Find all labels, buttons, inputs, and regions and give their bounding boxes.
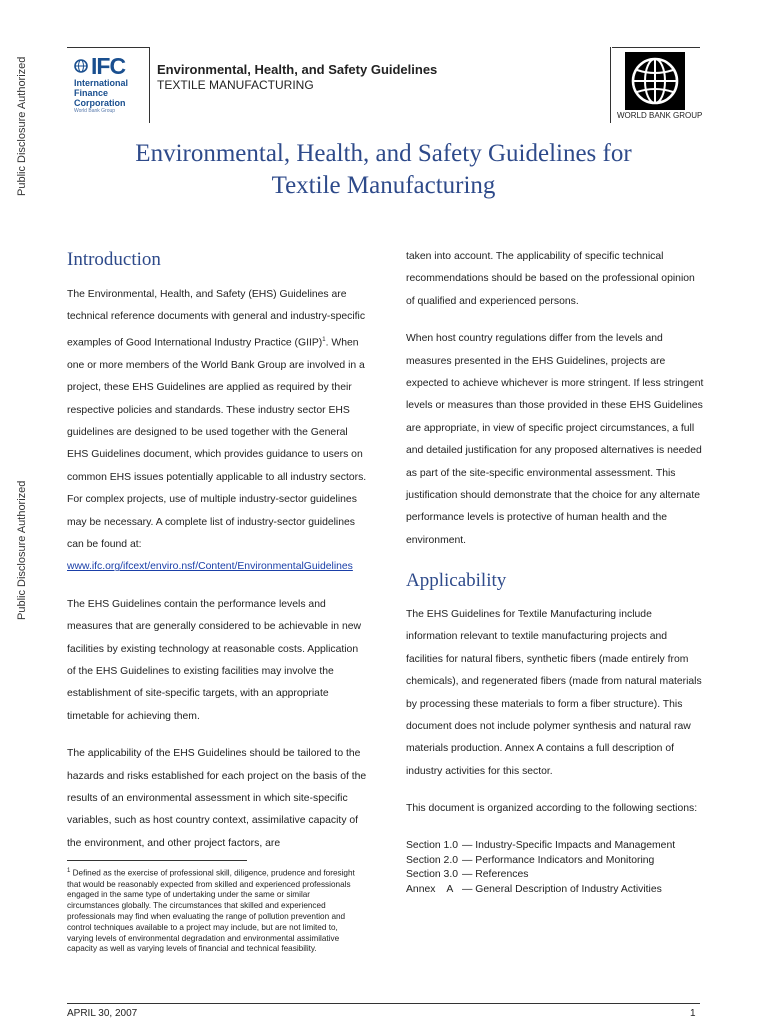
world-bank-logo <box>625 52 685 110</box>
section-title: — Performance Indicators and Monitoring <box>462 854 655 866</box>
section-id: Annex A <box>406 883 454 895</box>
page-number: 1 <box>690 1008 696 1019</box>
section-title: — References <box>462 869 529 881</box>
right-column <box>406 246 706 552</box>
section-id: Section 3.0 <box>406 869 458 881</box>
ifc-name-line1: International <box>74 78 129 88</box>
footnote-marker: 1 <box>67 868 71 874</box>
header-rule-left <box>67 47 149 48</box>
footnote-rule <box>67 860 247 861</box>
introduction-heading: Introduction <box>67 249 161 270</box>
applicability-body <box>406 604 706 821</box>
intro-paragraph-3: The applicability of the EHS Guidelines should be tailored to the hazards and risks established for each project on the basis of the results of an environmental assessment in which site-specific variables, such as host country context, assimilative capacity of the environment, and other project factors, are <box>67 748 367 849</box>
applicability-heading: Applicability <box>406 570 507 591</box>
section-id: Section 2.0 <box>406 854 458 866</box>
ifc-logo-letters: IFC <box>91 53 126 79</box>
applicability-paragraph-1: The EHS Guidelines for Textile Manufacturing include information relevant to textile manufacturing projects and facilities for natural fibers, synthetic fibers (made entirely from chemicals), and regenerated fibers (made from natural materials by processing these materials to form a fiber structure). This document does not include polymer synthesis and natural raw materials production. Annex A contains a full description of industry activities for this sector. <box>406 609 702 777</box>
section-row <box>406 854 675 869</box>
document-title <box>67 138 700 202</box>
section-id: Section 1.0 <box>406 840 458 851</box>
header-title: Environmental, Health, and Safety Guidelines <box>157 62 438 77</box>
left-column <box>67 284 367 855</box>
section-row <box>406 883 675 898</box>
disclosure-stamp-bottom: Public Disclosure Authorized <box>16 480 28 620</box>
header-subtitle: TEXTILE MANUFACTURING <box>157 78 314 92</box>
ifc-tagline: World Bank Group <box>74 108 116 114</box>
guidelines-link[interactable]: www.ifc.org/ifcext/enviro.nsf/Content/EnvironmentalGuidelines <box>67 561 353 573</box>
header-divider-right <box>610 47 611 123</box>
section-row <box>406 839 675 854</box>
intro-p1-text-cont: . When one or more members of the World Bank Group are involved in a project, these EHS Guidelines are applied as required by their respective policies and standards. These industry sector EHS guidelines are designed to be used together with the General EHS Guidelines document, which provides guidance to users on common EHS issues potentially applicable to all industry sectors. For complex projects, use of multiple industry-sector guidelines may be necessary. A complete list of industry-sector guidelines can be found at: <box>67 337 367 550</box>
ifc-name-line2: Finance <box>74 88 109 98</box>
footnote-ref[interactable]: 1 <box>322 336 326 343</box>
sections-list <box>406 839 675 897</box>
header-divider-left <box>149 47 150 123</box>
document-title-line1: Environmental, Health, and Safety Guidelines for <box>135 140 632 167</box>
intro-paragraph-1 <box>67 284 367 579</box>
section-title: — Industry-Specific Impacts and Management <box>462 840 676 851</box>
footer-date: APRIL 30, 2007 <box>67 1008 138 1019</box>
footnote-text: Defined as the exercise of professional skill, diligence, prudence and foresight that would be reasonably expected from skilled and experienced professionals engaged in the same type of undertaking under the same or similar circumstances globally. The circumstances that skilled and experienced professionals may find when evaluating the range of pollution prevention and control techniques available to a project may include, but are not limited to, varying levels of environmental degradation and environmental assimilative capacity as well as varying levels of financial and technical feasibility. <box>67 868 355 954</box>
section-title: — General Description of Industry Activities <box>462 883 662 895</box>
intro-paragraph-2: The EHS Guidelines contain the performance levels and measures that are generally considered to be achievable in new facilities by existing technology at reasonable costs. Application of the EHS Guidelines to existing facilities may involve the establishment of site-specific targets, with an appropriate timetable for achieving them. <box>67 598 362 722</box>
applicability-paragraph-2: This document is organized according to the following sections: <box>406 803 698 815</box>
section-row <box>406 868 675 883</box>
ifc-logo <box>74 54 148 120</box>
document-title-line2: Textile Manufacturing <box>271 172 496 199</box>
intro-p1-text: The Environmental, Health, and Safety (EHS) Guidelines are technical reference documents with general and industry-specific examples of Good International Industry Practice (GIIP) <box>67 289 366 349</box>
header-rule-right <box>612 47 700 48</box>
intro-paragraph-continued: taken into account. The applicability of specific technical recommendations should be based on the professional opinion of qualified and experienced persons. <box>406 251 695 307</box>
world-bank-globe-icon <box>625 52 685 110</box>
globe-icon <box>74 57 88 75</box>
world-bank-label: WORLD BANK GROUP <box>617 111 703 120</box>
host-country-paragraph: When host country regulations differ from the levels and measures presented in the EHS Guidelines, projects are expected to achieve whichever is more stringent. If less stringent levels or measures than those provided in these EHS Guidelines are appropriate, in view of specific project circumstances, a full and detailed justification for any proposed alternatives is needed as part of the site-specific environmental assessment. This justification should demonstrate that the choice for any alternate performance levels is protective of human health and the environment. <box>406 333 704 546</box>
ifc-name-line3: Corporation <box>74 98 126 108</box>
footer-rule <box>67 1003 700 1004</box>
disclosure-stamp-top: Public Disclosure Authorized <box>16 56 28 196</box>
footnote <box>67 866 359 955</box>
